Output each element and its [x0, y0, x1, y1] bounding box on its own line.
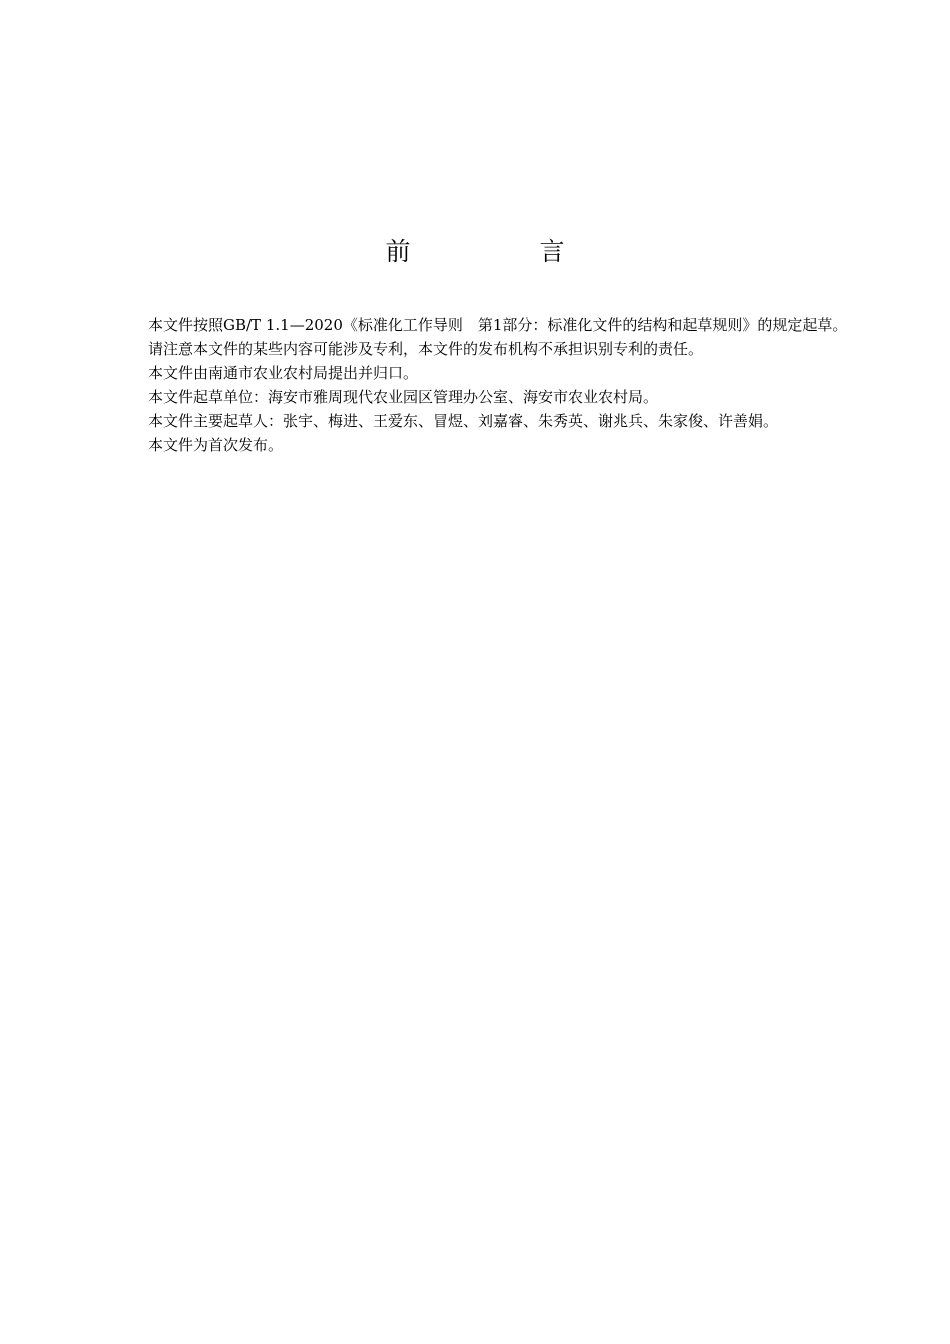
page-title: 前 言: [385, 237, 617, 266]
paragraph-patent-notice: 请注意本文件的某些内容可能涉及专利，本文件的发布机构不承担识别专利的责任。: [148, 340, 704, 358]
paragraph-proposer: 本文件由南通市农业农村局提出并归口。: [148, 364, 419, 382]
paragraph-drafters: 本文件主要起草人：张宇、梅进、王爱东、冒煜、刘嘉睿、朱秀英、谢兆兵、朱家俊、许善娟。: [148, 412, 779, 430]
foreword-body: [115, 313, 861, 457]
paragraph-first-release: 本文件为首次发布。: [148, 436, 284, 454]
paragraph-drafting-rules: 本文件按照GB/T 1.1—2020《标准化工作导则 第1部分：标准化文件的结构和起草规则》的规定起草。: [148, 316, 848, 334]
paragraph-drafting-units: 本文件起草单位：海安市雅周现代农业园区管理办公室、海安市农业农村局。: [148, 388, 659, 406]
